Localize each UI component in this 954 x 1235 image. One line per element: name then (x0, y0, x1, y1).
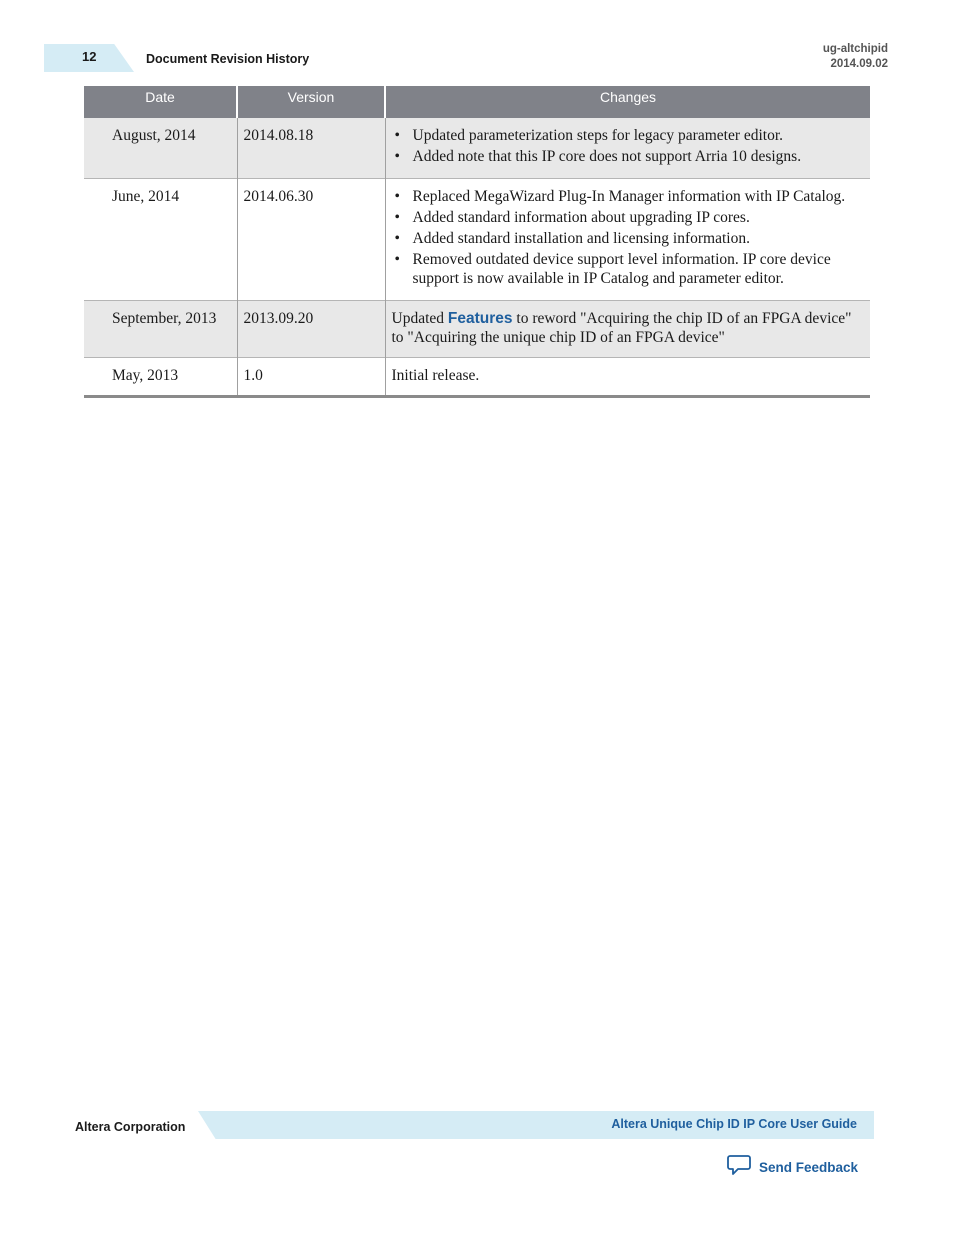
date-cell: June, 2014 (84, 179, 237, 301)
version-cell: 2014.08.18 (237, 118, 385, 179)
table-row (84, 118, 870, 179)
version-cell: 2014.06.30 (237, 179, 385, 301)
document-id: ug-altchipid (822, 43, 888, 55)
change-item: • Removed outdated device support level information. IP core device support is now available in IP Catalog and parameter editor. (413, 250, 865, 288)
changes-list (392, 187, 865, 288)
send-feedback-label: Send Feedback (759, 1159, 859, 1175)
changes-cell (385, 118, 870, 179)
column-header-changes: Changes (385, 86, 870, 118)
column-header-version: Version (237, 86, 385, 118)
change-item: • Added note that this IP core does not support Arria 10 designs. (413, 147, 865, 166)
date-cell: August, 2014 (84, 118, 237, 179)
table-row (84, 301, 870, 358)
change-item: • Added standard information about upgrading IP cores. (413, 208, 865, 227)
change-item: • Updated parameterization steps for legacy parameter editor. (413, 126, 865, 145)
date-cell: May, 2013 (84, 358, 237, 397)
change-item: • Added standard installation and licensing information. (413, 229, 865, 248)
page-number: 12 (82, 49, 97, 64)
change-text-prefix: Updated (391, 310, 448, 327)
changes-list (392, 126, 865, 166)
version-cell: 1.0 (237, 358, 385, 397)
footer-company: Altera Corporation (75, 1120, 186, 1134)
document-meta (823, 42, 888, 72)
change-item: • Replaced MegaWizard Plug-In Manager information with IP Catalog. (413, 187, 865, 206)
column-header-date: Date (84, 86, 237, 118)
table-row (84, 179, 870, 301)
document-date: 2014.09.02 (830, 58, 888, 70)
changes-cell: Initial release. (391, 367, 480, 384)
changes-cell (385, 179, 870, 301)
table-header-row (84, 86, 870, 118)
version-cell: 2013.09.20 (237, 301, 385, 358)
send-feedback-button[interactable] (727, 1154, 858, 1180)
changes-cell (385, 301, 870, 358)
change-text-suffix: to reword "Acquiring the chip ID of an FPGA device" to "Acquiring the unique chip ID of an FPGA device" (391, 310, 852, 346)
footer-guide-title[interactable]: Altera Unique Chip ID IP Core User Guide (611, 1117, 857, 1131)
table-row (84, 358, 870, 397)
revision-history-table (84, 86, 870, 398)
date-cell: September, 2013 (84, 301, 237, 358)
features-link[interactable]: Features (447, 310, 513, 327)
speech-bubble-icon (727, 1154, 751, 1180)
section-title: Document Revision History (146, 52, 310, 66)
